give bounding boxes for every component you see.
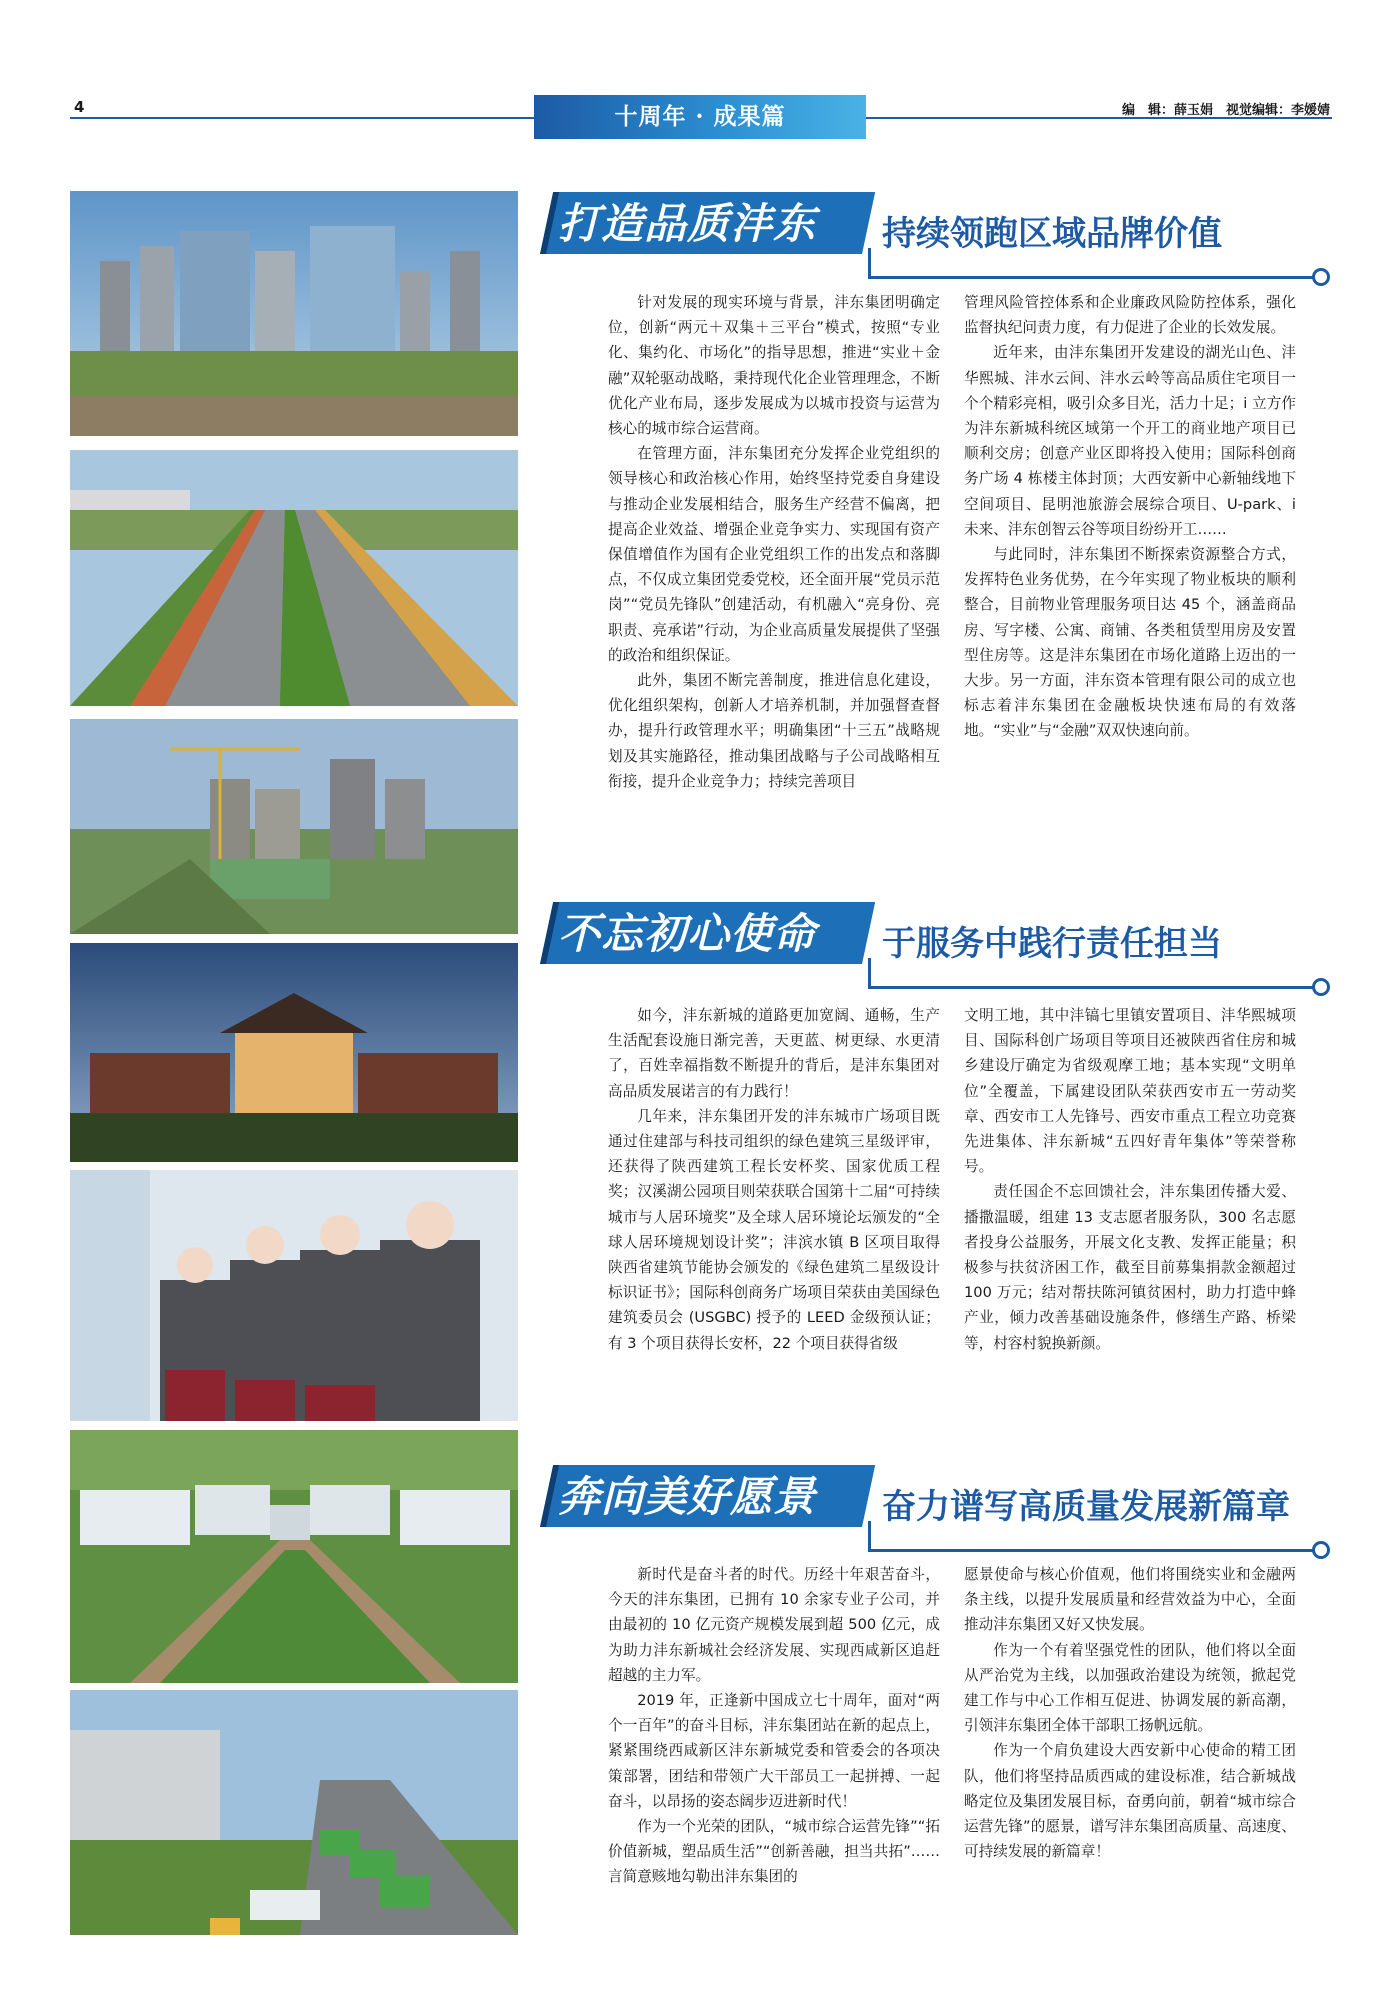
section-header-2 <box>540 902 1330 990</box>
tree-lined-boulevard-photo <box>70 450 518 706</box>
section-rule <box>868 1549 1316 1552</box>
section-header-1 <box>540 192 1330 280</box>
section-rule-vertical <box>868 1521 871 1551</box>
section-subtitle: 奋力谱写高质量发展新篇章 <box>882 1488 1290 1526</box>
paragraph: 责任国企不忘回馈社会，沣东集团传播大爱、播撒温暖，组建 13 支志愿者服务队，300 名志愿者投身公益服务，开展文化支教、发挥正能量；积极参与扶贫济困工作，截至目前募集捐款金额超过 100 万元；结对帮扶陈河镇贫困村，助力打造中蜂产业，倾力改善基础设施条件，修缮生产路、桥梁等，村容村貌换新颜。 <box>964 1183 1296 1352</box>
article-1-column-1 <box>608 290 940 794</box>
paragraph: 如今，沣东新城的道路更加宽阔、通畅，生产生活配套设施日渐完善，天更蓝、树更绿、水更清了，百姓幸福指数不断提升的背后，是沣东集团对高品质发展诺言的有力践行！ <box>608 1007 940 1100</box>
section-rule-vertical <box>868 248 871 278</box>
paragraph: 此外，集团不断完善制度，推进信息化建设，优化组织架构，创新人才培养机制，并加强督查督办，提升行政管理水平；明确集团“十三五”战略规划及其实施路径，推动集团战略与子公司战略相互衔接，提升企业竞争力；持续完善项目 <box>608 672 940 790</box>
paragraph: 文明工地，其中沣镐七里镇安置项目、沣华熙城项目、国际科创广场项目等项目还被陕西省住房和城乡建设厅确定为省级观摩工地；基本实现“文明单位”全覆盖，下属建设团队荣获西安市五一劳动奖章、西安市工人先锋号、西安市重点工程立功竞赛先进集体、沣东新城“五四好青年集体”等荣誉称号。 <box>964 1007 1296 1176</box>
article-2-column-1 <box>608 1003 940 1356</box>
section-title: 不忘初心使命 <box>558 909 817 958</box>
editor-credit: 编 辑：薛玉娟 视觉编辑：李媛婧 <box>1121 103 1330 118</box>
section-title: 奔向美好愿景 <box>558 1472 817 1521</box>
article-3-column-2 <box>964 1562 1296 1864</box>
paragraph: 作为一个光荣的团队，“城市综合运营先锋”“拓价值新城，塑品质生活”“创新善融，担当共拓”……言简意赅地勾勒出沣东集团的 <box>608 1818 940 1886</box>
staff-team-photo <box>70 1170 518 1421</box>
section-subtitle: 于服务中践行责任担当 <box>882 925 1222 963</box>
paragraph: 在管理方面，沣东集团充分发挥企业党组织的领导核心和政治核心作用，始终坚持党委自身建设与推动企业发展相结合，服务生产经营不偏离，把提高企业效益、增强企业竞争实力、实现国有资产保值增值作为国有企业党组织工作的出发点和落脚点，不仅成立集团党委党校，还全面开展“党员示范岗”“党员先锋队”创建活动，有机融入“亮身份、亮职责、亮承诺”行动，为企业高质量发展提供了坚强的政治和组织保证。 <box>608 445 940 664</box>
section-title: 打造品质沣东 <box>558 199 817 248</box>
section-banner: 十周年 · 成果篇 <box>534 95 866 139</box>
paragraph: 愿景使命与核心价值观，他们将围绕实业和金融两条主线，以提升发展质量和经营效益为中心，全面推动沣东集团又好又快发展。 <box>964 1566 1296 1634</box>
paragraph: 近年来，由沣东集团开发建设的湖光山色、沣华熙城、沣水云间、沣水云岭等高品质住宅项目一个个精彩亮相，吸引众多目光，活力十足；i 立方作为沣东新城科统区域第一个开工的商业地产项目已顺利交房；创意产业区即将投入使用；国际科创商务广场 4 栋楼主体封顶；大西安新中心新轴线地下空间项目、昆明池旅游会展综合项目、U-park、i 未来、沣东创智云谷等项目纷纷开工…… <box>964 344 1296 538</box>
section-header-3 <box>540 1465 1330 1553</box>
paragraph: 几年来，沣东集团开发的沣东城市广场项目既通过住建部与科技司组织的绿色建筑三星级评审，还获得了陕西建筑工程长安杯奖、国家优质工程奖；汉溪湖公园项目则荣获联合国第十二届“可持续城市与人居环境奖”及全球人居环境论坛颁发的“全球人居环境规划设计奖”；沣滨水镇 B 区项目取得陕西省建筑节能协会颁发的《绿色建筑二星级设计标识证书》；国际科创商务广场项目荣获由美国绿色建筑委员会 (USGBC) 授予的 LEED 金级预认证；有 3 个项目获得长安杯，22 个项目获得省级 <box>608 1107 940 1352</box>
city-skyline-photo <box>70 191 518 436</box>
section-end-dot <box>1312 1541 1330 1559</box>
page-number: 4 <box>74 98 85 116</box>
paragraph: 作为一个肩负建设大西安新中心使命的精工团队，他们将坚持品质西咸的建设标准，结合新城战略定位及集团发展目标，奋勇向前，朝着“城市综合运营先锋”的愿景，谱写沣东集团高质量、高速度、可持续发展的新篇章！ <box>964 1742 1296 1861</box>
section-subtitle: 持续领跑区域品牌价值 <box>882 215 1222 253</box>
paragraph: 与此同时，沣东集团不断探索资源整合方式，发挥特色业务优势，在今年实现了物业板块的顺利整合，目前物业管理服务项目达 45 个，涵盖商品房、写字楼、公寓、商铺、各类租赁型用房及安置型住房等。这是沣东集团在市场化道路上迈出的一大步。另一方面，沣东资本管理有限公司的成立也标志着沣东集团在金融板块快速布局的有效落地。“实业”与“金融”双双快速向前。 <box>964 546 1296 740</box>
article-3-column-1 <box>608 1562 940 1890</box>
paragraph: 作为一个有着坚强党性的团队，他们将以全面从严治党为主线，以加强政治建设为统领，掀起党建工作与中心工作相互促进、协调发展的新高潮，引领沣东集团全体干部职工扬帆远航。 <box>964 1641 1296 1735</box>
section-rule <box>868 276 1316 279</box>
section-end-dot <box>1312 268 1330 286</box>
paragraph: 新时代是奋斗者的时代。历经十年艰苦奋斗，今天的沣东集团，已拥有 10 余家专业子公司，并由最初的 10 亿元资产规模发展到超 500 亿元，成为助力沣东新城社会经济发展、实现西咸新区追赶超越的主力军。 <box>608 1566 940 1684</box>
article-2-column-2 <box>964 1003 1296 1356</box>
section-rule <box>868 986 1316 989</box>
section-end-dot <box>1312 978 1330 996</box>
pavilion-night-photo <box>70 943 518 1162</box>
construction-site-photo <box>70 719 518 934</box>
article-1-column-2 <box>964 290 1296 744</box>
bus-depot-photo <box>70 1690 518 1935</box>
section-rule-vertical <box>868 958 871 988</box>
paragraph: 管理风险管控体系和企业廉政风险防控体系，强化监督执纪问责力度，有力促进了企业的长效发展。 <box>964 294 1296 337</box>
paragraph: 2019 年，正逢新中国成立七十周年，面对“两个一百年”的奋斗目标，沣东集团站在新的起点上，紧紧围绕西咸新区沣东新城党委和管委会的各项决策部署，团结和带领广大干部员工一起拼搏、一起奋斗，以昂扬的姿态阔步迈进新时代！ <box>608 1692 940 1810</box>
paragraph: 针对发展的现实环境与背景，沣东集团明确定位，创新“两元＋双集＋三平台”模式，按照“专业化、集约化、市场化”的指导思想，推进“实业＋金融”双轮驱动战略，秉持现代化企业管理理念，不断优化产业布局，逐步发展成为以城市投资与运营为核心的城市综合运营商。 <box>608 294 940 438</box>
park-aerial-photo <box>70 1430 518 1683</box>
